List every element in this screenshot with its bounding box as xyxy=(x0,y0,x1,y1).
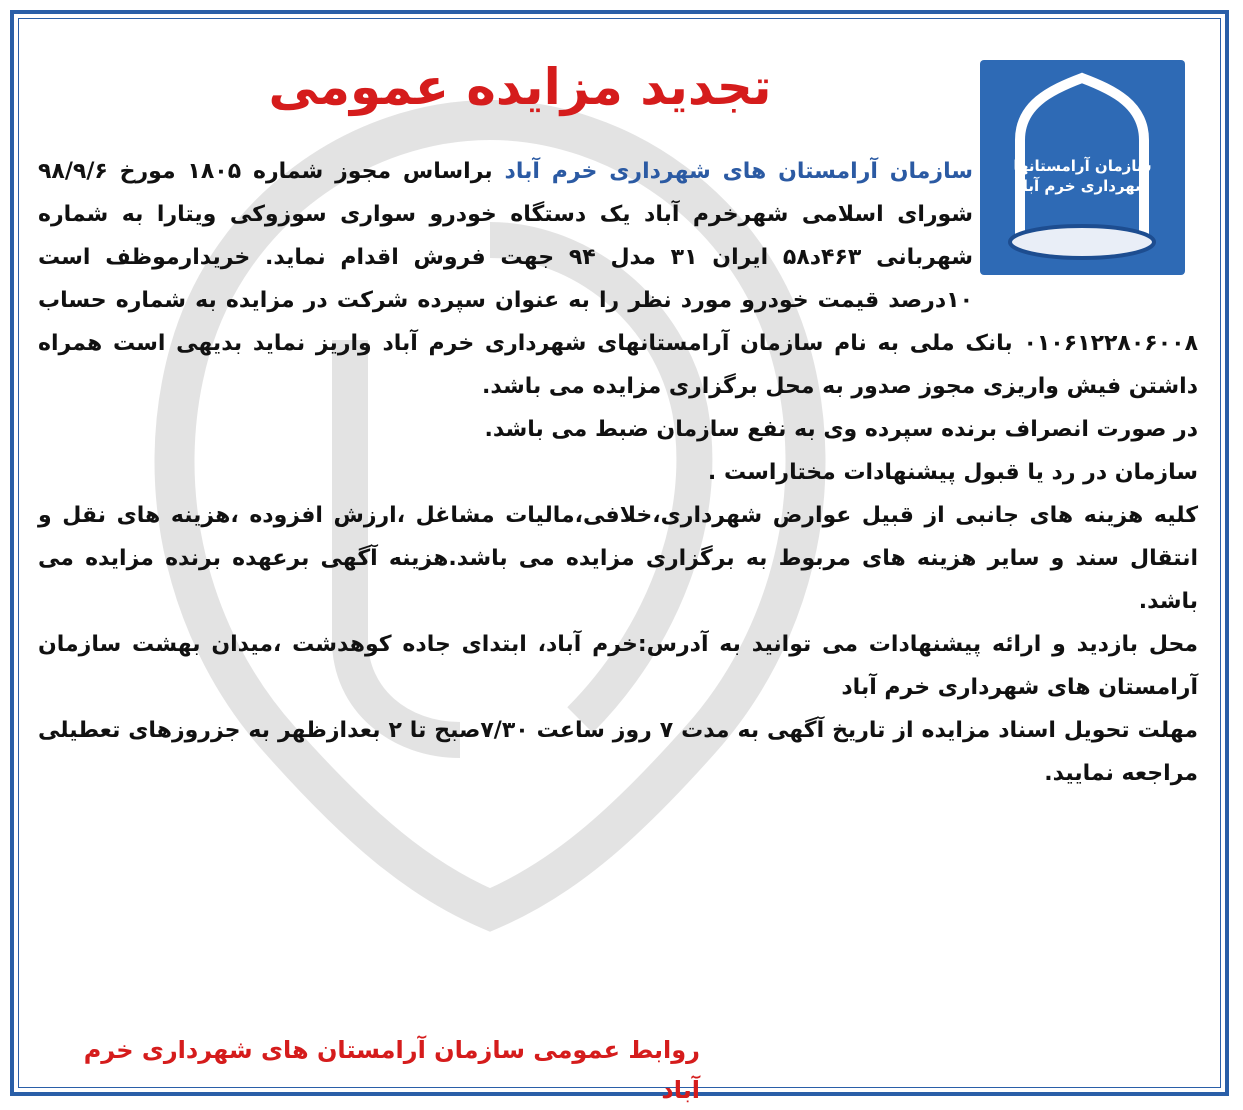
paragraph-address: محل بازدید و ارائه پیشنهادات می توانید به آدرس:خرم آباد، ابتدای جاده کوهدشت ،میدان بهشت سازمان آرامستان های شهرداری خرم آباد xyxy=(38,632,1198,700)
notice-footer-signature: روابط عمومی سازمان آرامستان های شهرداری خرم آباد xyxy=(83,1036,700,1104)
paragraph-1-text: براساس مجوز شماره ۱۸۰۵ مورخ ۹۸/۹/۶ شورای اسلامی شهرخرم آباد یک دستگاه خودرو سواری سوزوکی ویتارا به شماره شهربانی ۴۶۳د۵۸ ایران ۳۱ مدل ۹۴ جهت فروش اقدام نماید. خریدارموظف است ۱۰درصد قیمت خودرو مورد نظر را به عنوان سپرده شرکت در مزایده به شماره حساب ۰۱۰۶۱۲۲۸۰۶۰۰۸ بانک ملی به نام سازمان آرامستانهای شهرداری خرم آباد واریز نماید بدیهی است همراه داشتن فیش واریزی مجوز صدور به محل برگزاری مزایده می باشد. xyxy=(38,159,1198,399)
notice-body xyxy=(38,150,1198,795)
organization-name: سازمان آرامستان های شهرداری خرم آباد xyxy=(504,159,973,184)
notice-title: تجدید مزایده عمومی xyxy=(268,58,772,116)
paragraph-deadline: مهلت تحویل اسناد مزایده از تاریخ آگهی به مدت ۷ روز ساعت ۷/۳۰صبح تا ۲ بعدازظهر به جزروزهای تعطیلی مراجعه نمایید. xyxy=(38,718,1198,786)
logo-spacer xyxy=(973,150,1198,290)
paragraph-rights: سازمان در رد یا قبول پیشنهادات مختاراست . xyxy=(707,460,1198,485)
paragraph-costs: کلیه هزینه های جانبی از قبیل عوارض شهرداری،خلافی،مالیات مشاغل ،ارزش افزوده ،هزینه های نقل و انتقال سند و سایر هزینه های مربوط به برگزاری مزایده می باشد.هزینه آگهی برعهده برنده مزایده می باشد. xyxy=(38,503,1198,614)
logo-text: سازمان آرامستانها شهرداری خرم آباد xyxy=(1013,157,1152,195)
paragraph-forfeit: در صورت انصراف برنده سپرده وی به نفع سازمان ضبط می باشد. xyxy=(484,417,1198,442)
